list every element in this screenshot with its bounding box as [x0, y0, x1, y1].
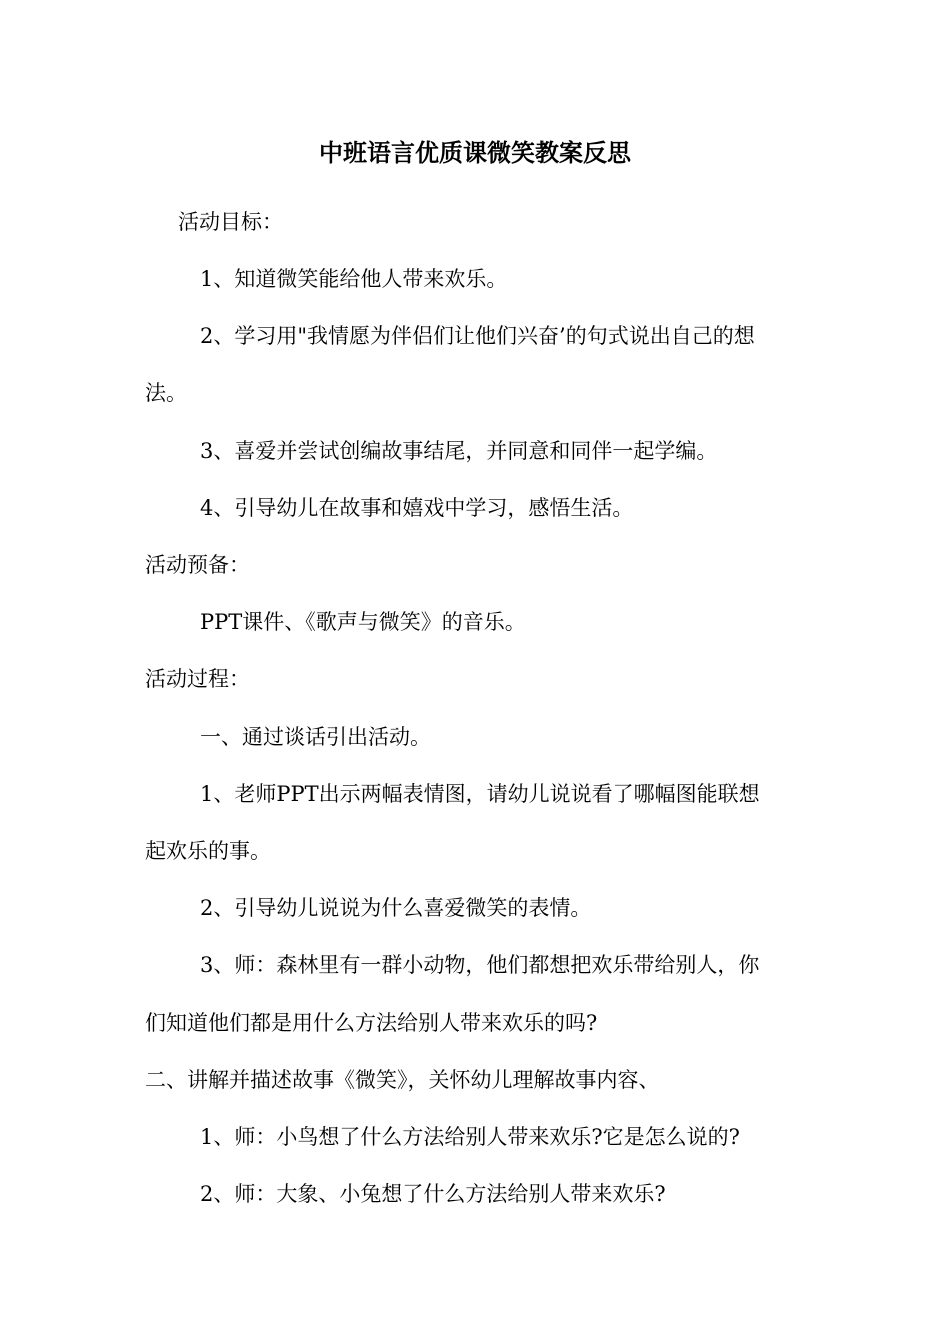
process-step-2-item-1: 1、师：小鸟想了什么方法给别人带来欢乐?它是怎么说的? — [200, 1125, 740, 1149]
section-heading-preparation: 活动预备： — [145, 553, 250, 577]
process-step-2-item-2: 2、师：大象、小兔想了什么方法给别人带来欢乐? — [200, 1182, 666, 1206]
process-step-1-item-3: 3、师：森林里有一群小动物，他们都想把欢乐带给别人，你 — [200, 953, 760, 977]
goal-item-4: 4、引导幼儿在故事和嬉戏中学习，感悟生活。 — [200, 496, 634, 520]
preparation-text: PPT课件、《歌声与微笑》的音乐。 — [200, 610, 526, 634]
process-step-2-heading: 二、讲解并描述故事《微笑》，关怀幼儿理解故事内容、 — [145, 1068, 660, 1092]
goal-item-3: 3、喜爱并尝试创编故事结尾，并同意和同伴一起学编。 — [200, 439, 718, 463]
process-step-1-item-2: 2、引导幼儿说说为什么喜爱微笑的表情。 — [200, 896, 592, 920]
document-title: 中班语言优质课微笑教案反思 — [319, 138, 631, 167]
process-step-1-heading: 一、通过谈话引出活动。 — [200, 725, 431, 749]
process-step-1-item-3-continued: 们知道他们都是用什么方法给别人带来欢乐的吗? — [145, 1011, 598, 1035]
goal-item-2: 2、学习用"我情愿为伴侣们让他们兴奋’的句式说出自己的想 — [200, 324, 755, 348]
goal-item-1: 1、知道微笑能给他人带来欢乐。 — [200, 267, 508, 291]
process-step-1-item-1-continued: 起欢乐的事。 — [145, 839, 271, 863]
section-heading-process: 活动过程： — [145, 667, 250, 691]
section-heading-goals: 活动目标： — [178, 210, 283, 234]
goal-item-2-continued: 法。 — [145, 381, 187, 405]
process-step-1-item-1: 1、老师PPT出示两幅表情图，请幼儿说说看了哪幅图能联想 — [200, 782, 760, 806]
